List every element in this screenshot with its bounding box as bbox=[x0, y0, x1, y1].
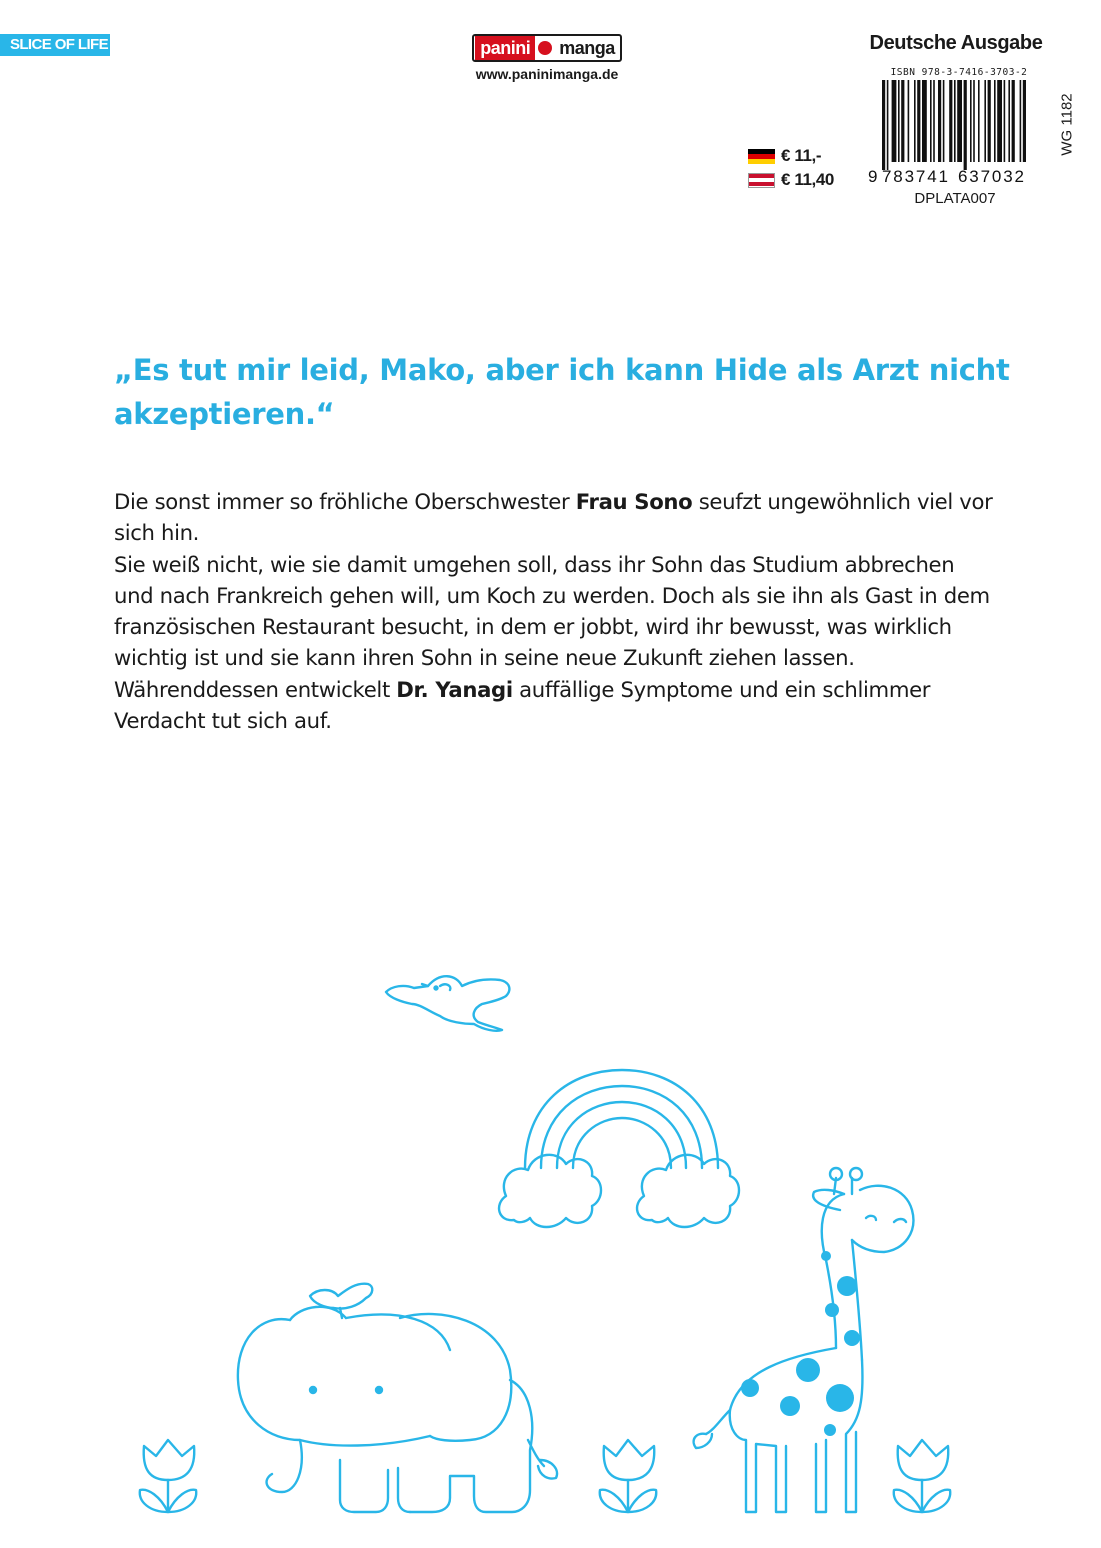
elephant-icon bbox=[238, 1307, 557, 1512]
barcode-digits-right: 637032 bbox=[958, 167, 1024, 184]
character-name-dr-yanagi: Dr. Yanagi bbox=[396, 676, 513, 702]
blurb-paragraph-3: Währenddessen entwickelt Dr. Yanagi auffällige Symptome und ein schlimmer Verdacht tut sich auf. bbox=[114, 676, 931, 734]
tulip-icon bbox=[600, 1440, 656, 1512]
rainbow-icon bbox=[525, 1070, 718, 1168]
publisher-url[interactable]: www.paninimanga.de bbox=[475, 66, 619, 82]
genre-tag: SLICE OF LIFE bbox=[0, 34, 110, 56]
illustration bbox=[0, 940, 1101, 1540]
blurb bbox=[114, 486, 994, 736]
quote bbox=[114, 348, 1014, 436]
quote-line-1: „Es tut mir leid, Mako, aber ich kann Hide als Arzt nicht bbox=[114, 353, 1010, 387]
logo-dot-icon bbox=[538, 41, 552, 55]
product-code: DPLATA007 bbox=[914, 190, 996, 207]
edition-label: Deutsche Ausgabe bbox=[869, 32, 1043, 54]
logo-manga-text: manga bbox=[559, 37, 615, 58]
barcode-digits-left: 783741 bbox=[882, 167, 948, 184]
price-germany: € 11,- bbox=[781, 146, 822, 165]
price-austria: € 11,40 bbox=[781, 170, 834, 189]
barcode bbox=[868, 80, 1040, 184]
price-list bbox=[748, 144, 834, 192]
tulip-icon bbox=[140, 1440, 196, 1512]
tulip-icon bbox=[894, 1440, 950, 1512]
price-row-germany bbox=[748, 144, 834, 168]
price-row-austria bbox=[748, 168, 834, 192]
wg-code: WG 1182 bbox=[1058, 93, 1076, 156]
austria-flag-icon bbox=[748, 173, 775, 188]
isbn-text: ISBN 978-3-7416-3703-2 bbox=[890, 67, 1028, 78]
character-name-frau-sono: Frau Sono bbox=[575, 489, 693, 514]
logo-panini-text: panini bbox=[475, 36, 535, 60]
quote-line-2: akzeptieren.“ bbox=[114, 397, 335, 431]
barcode-digit-first: 9 bbox=[868, 167, 878, 184]
blurb-paragraph-1: Die sonst immer so fröhliche Oberschwester Frau Sono seufzt ungewöhnlich viel vor sich hin. bbox=[114, 489, 993, 546]
panini-manga-logo bbox=[472, 34, 622, 62]
bird-icon bbox=[386, 976, 509, 1031]
blurb-paragraph-2: Sie weiß nicht, wie sie damit umgehen soll, dass ihr Sohn das Studium abbrechen und nach Frankreich gehen will, um Koch zu werden. Doch als sie ihn als Gast in dem französischen Restaurant besucht, in dem er jobbt, wird ihr bewusst, was wirklich wichtig ist und sie kann ihren Sohn in seine neue Zukunft ziehen lassen. bbox=[114, 551, 990, 671]
bird-icon bbox=[310, 1284, 372, 1318]
germany-flag-icon bbox=[748, 149, 775, 164]
publisher-block bbox=[470, 34, 624, 82]
